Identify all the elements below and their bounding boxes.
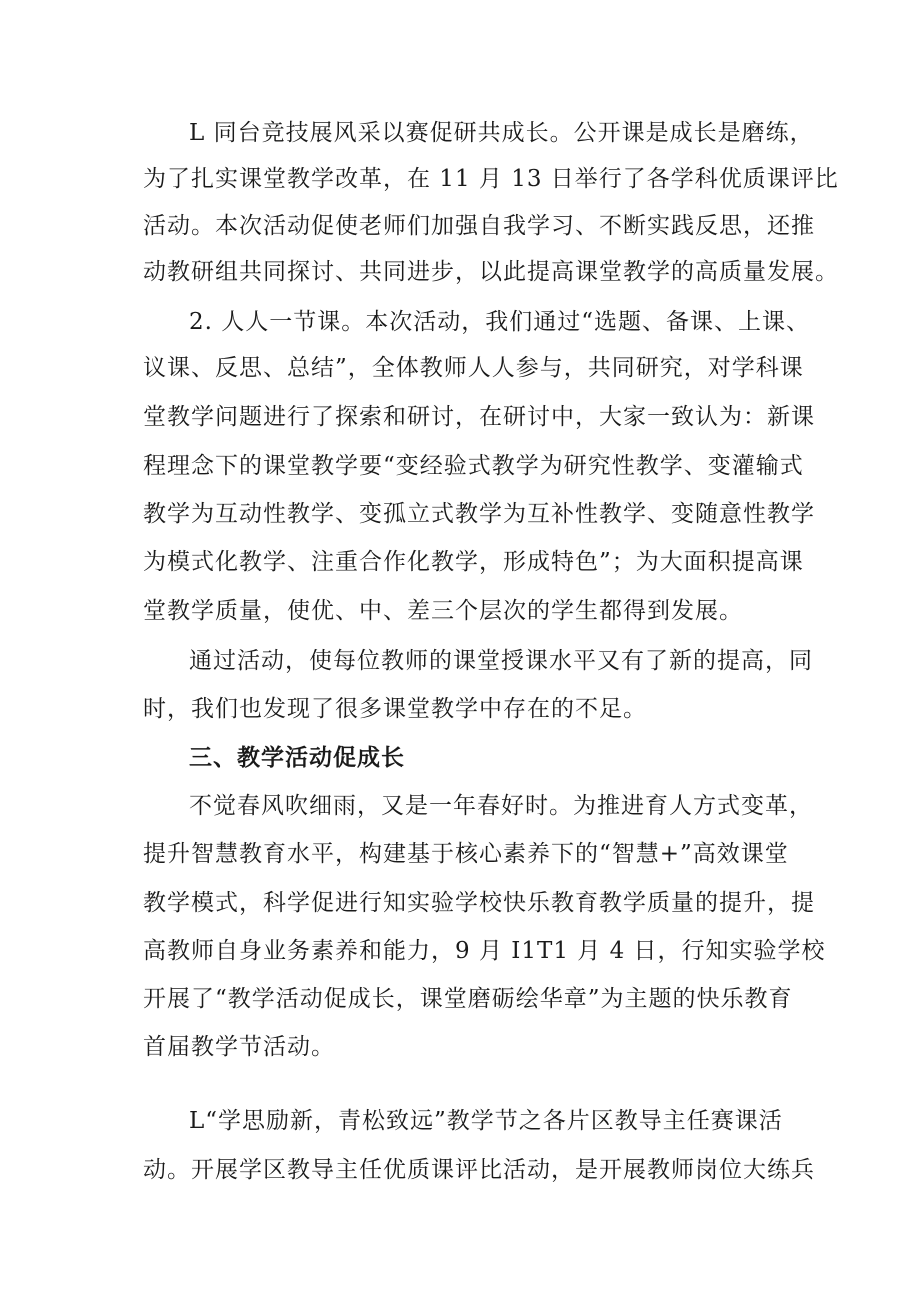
paragraph-line: 为了扎实课堂教学改革，在 11 月 13 日举行了各学科优质课评比 <box>143 166 839 192</box>
paragraph-line: 教学模式，科学促进行知实验学校快乐教育教学质量的提升，提 <box>143 890 815 916</box>
paragraph-line: 程理念下的课堂教学要“变经验式教学为研究性教学、变灌输式 <box>143 453 804 479</box>
paragraph-line: 首届教学节活动。 <box>143 1034 335 1060</box>
paragraph-line: 提升智慧教育水平，构建基于核心素养下的“智慧+”高效课堂 <box>143 841 789 867</box>
paragraph-line: 堂教学质量，使优、中、差三个层次的学生都得到发展。 <box>143 598 743 624</box>
paragraph-line: 动。开展学区教导主任优质课评比活动，是开展教师岗位大练兵 <box>143 1157 815 1183</box>
paragraph-line: L“学思励新，青松致远”教学节之各片区教导主任赛课活 <box>189 1108 783 1134</box>
paragraph-line: 活动。本次活动促使老师们加强自我学习、不断实践反思，还推 <box>143 213 815 239</box>
paragraph-line: 教学为互动性教学、变孤立式教学为互补性教学、变随意性教学 <box>143 501 815 527</box>
paragraph-line: 高教师自身业务素养和能力，9 月 I1T1 月 4 日，行知实验学校 <box>143 938 826 964</box>
paragraph-line: 时，我们也发现了很多课堂教学中存在的不足。 <box>143 696 647 722</box>
paragraph-line: 不觉春风吹细雨，又是一年春好时。为推进育人方式变革， <box>189 793 813 819</box>
paragraph-line: 2. 人人一节课。本次活动，我们通过“选题、备课、上课、 <box>189 309 811 335</box>
paragraph-line: 开展了“教学活动促成长，课堂磨砺绘华章”为主题的快乐教育 <box>143 986 793 1012</box>
paragraph-line: 议课、反思、总结”，全体教师人人参与，共同研究，对学科课 <box>143 355 804 381</box>
section-heading: 三、教学活动促成长 <box>189 744 405 771</box>
paragraph-line: L 同台竞技展风采以赛促研共成长。公开课是成长是磨练， <box>189 120 814 146</box>
paragraph-line: 动教研组共同探讨、共同进步，以此提高课堂教学的高质量发展。 <box>143 259 839 285</box>
paragraph-line: 堂教学问题进行了探索和研讨，在研讨中，大家一致认为：新课 <box>143 404 815 430</box>
paragraph-line: 通过活动，使每位教师的课堂授课水平又有了新的提高，同 <box>189 648 813 674</box>
paragraph-line: 为模式化教学、注重合作化教学，形成特色”；为大面积提高课 <box>143 549 804 575</box>
